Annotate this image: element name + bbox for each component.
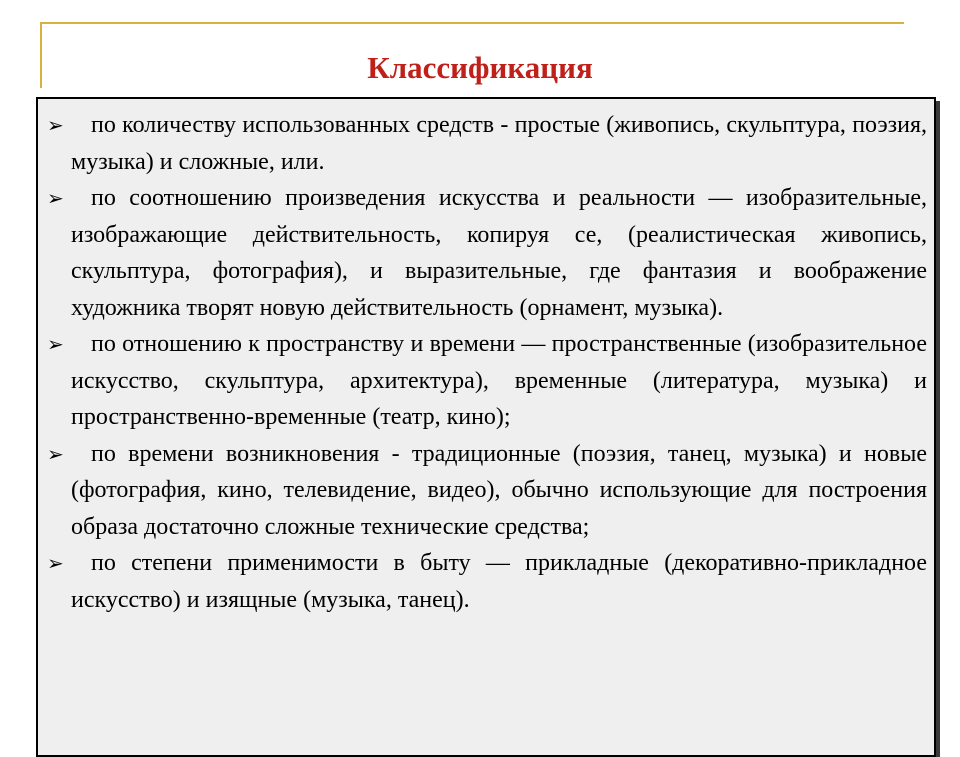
list-item	[47, 107, 927, 180]
content-box	[36, 97, 936, 757]
arrow-bullet-icon: ➢	[47, 441, 64, 466]
list-item	[47, 545, 927, 618]
list-item-text: по времени возникновения - традиционные (поэзия, танец, музыка) и новые (фотография, кино, телевидение, видео), обычно использующие для построения образа достаточно сложные технические средства;	[71, 440, 927, 540]
list-item-text: по количеству использованных средств - простые (живопись, скульптура, поэзия, музыка) и сложные, или.	[71, 112, 927, 175]
arrow-bullet-icon: ➢	[47, 551, 64, 575]
slide-title: Классификация	[367, 50, 593, 85]
list-item	[47, 180, 927, 326]
list-item-text: по степени применимости в быту — прикладные (декоративно-прикладное искусство) и изящные (музыка, танец).	[71, 550, 927, 613]
list-item-text: по соотношению произведения искусства и реальности — изобразительные, изображающие действительность, копируя се, (реалистическая живопись, скульптура, фотография), и выразительные, где фантазия и воображение художника творят новую действительность (орнамент, музыка).	[71, 185, 927, 321]
list-item	[47, 326, 927, 436]
arrow-bullet-icon: ➢	[47, 186, 64, 210]
list-item-text: по отношению к пространству и времени — пространственные (изобразительное искусство, скульптура, архитектура), временные (литература, музыка) и пространственно-временные (театр, кино);	[71, 331, 927, 430]
arrow-bullet-icon: ➢	[47, 113, 64, 137]
classification-list	[47, 107, 927, 618]
arrow-bullet-icon: ➢	[47, 332, 64, 356]
list-item	[47, 436, 927, 546]
top-decorative-rule	[40, 22, 904, 24]
